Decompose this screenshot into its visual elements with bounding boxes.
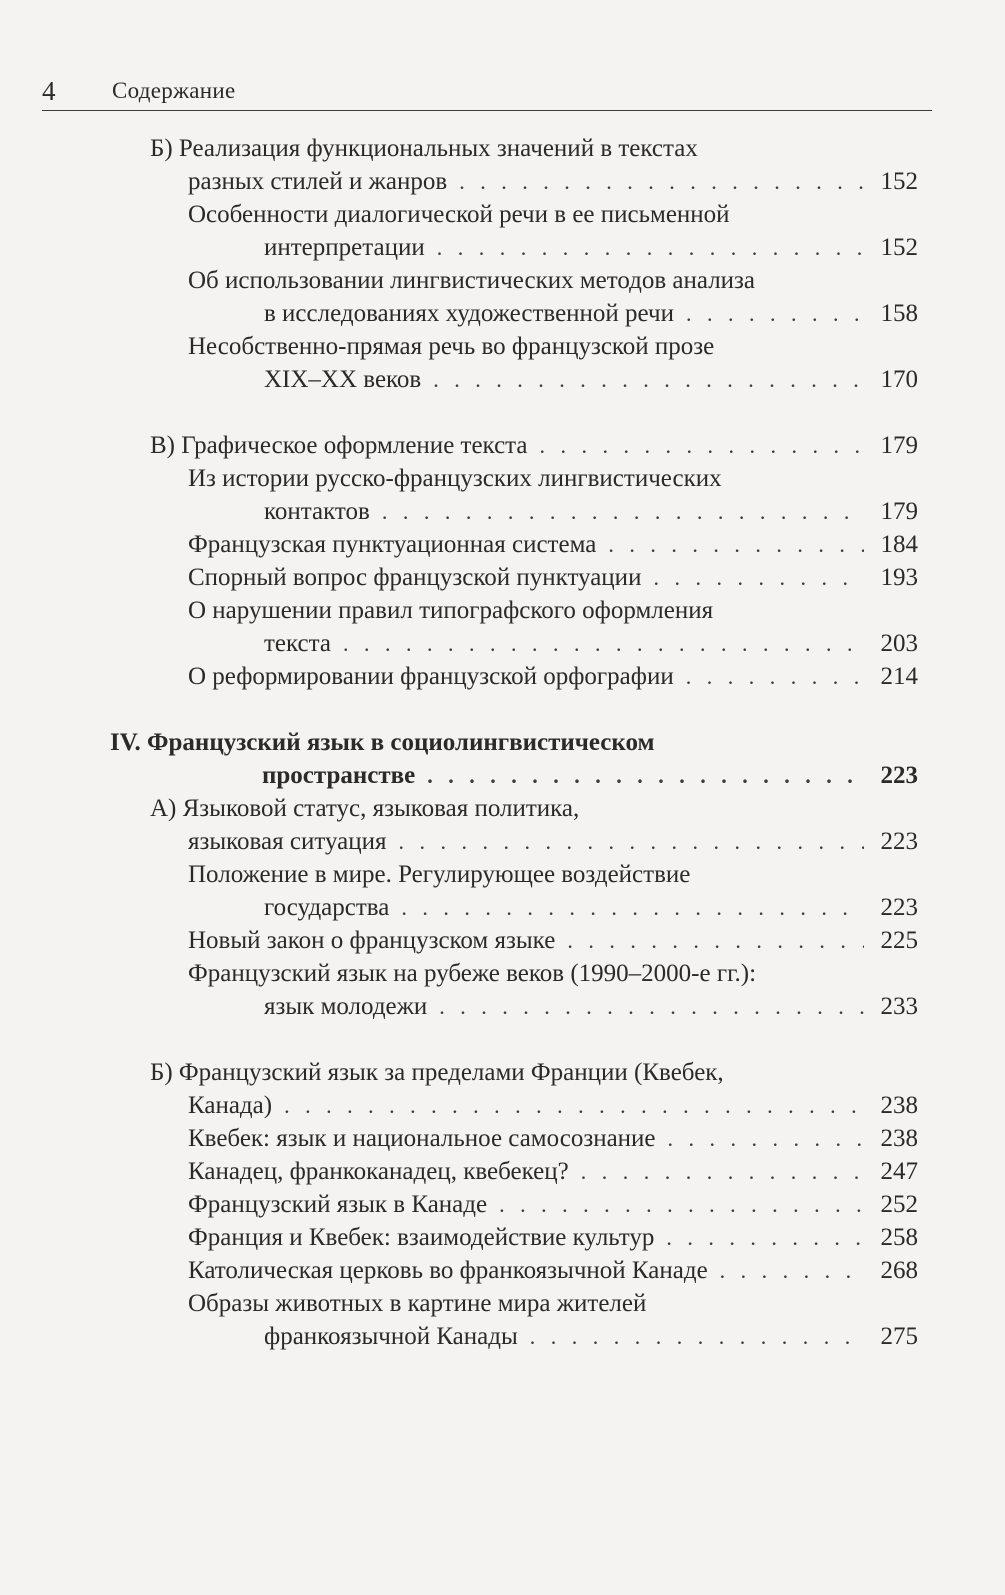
entry-title: Канадец, франкоканадец, квебекец? [188,1158,569,1185]
entry-title: Образы животных в картине мира жителей [188,1290,647,1317]
entry-title: XIX–XX веков [264,366,422,393]
entry-page-number: 158 [880,300,918,327]
dot-leader [530,1320,864,1353]
dot-leader [382,495,864,528]
entry-line [0,561,918,594]
subsection-line [0,825,918,858]
entry-line [0,1155,918,1188]
entry-page-number: 225 [880,927,918,954]
section-gap [0,1023,1005,1056]
entry-line [0,495,918,528]
entry-page-number: 233 [880,993,918,1020]
entry-title: текста [264,630,331,657]
toc-entry[interactable] [0,1287,1005,1353]
chapter-heading-title: IV. Французский язык в социолингвистическом [110,729,655,756]
entry-title: государства [264,894,390,921]
subsection-title: А) Языковой статус, языковая политика, [150,795,580,822]
entry-title: Об использовании лингвистических методов анализа [188,267,756,294]
entry-page-number: 203 [880,630,918,657]
dot-leader [433,363,864,396]
toc-subsection[interactable] [0,792,1005,858]
chapter-heading-line [0,759,918,792]
toc-entry[interactable] [0,198,1005,264]
dot-leader [499,1188,864,1221]
entry-title: Квебек: язык и национальное самосознание [188,1125,656,1152]
subsection-line [0,132,1005,165]
chapter-heading-title: пространстве [262,762,416,789]
entry-title: О нарушении правил типографского оформления [188,597,714,624]
running-head: Содержание [112,78,236,103]
subsection-title: В) Графическое оформление текста [150,432,528,459]
dot-leader [668,1122,864,1155]
dot-leader [720,1254,864,1287]
toc-entry[interactable] [0,1122,1005,1155]
entry-page-number: 193 [880,564,918,591]
dot-leader [608,528,864,561]
entry-line [0,660,918,693]
toc-subsection[interactable] [0,1056,1005,1122]
entry-title: Католическая церковь во франкоязычной Канаде [188,1257,708,1284]
entry-page-number: 179 [880,498,918,525]
entry-page-number: 184 [880,531,918,558]
toc-entry[interactable] [0,561,1005,594]
subsection-page-number: 238 [880,1092,918,1119]
entry-page-number: 170 [880,366,918,393]
entry-title: Из истории русско-французских лингвистических [188,465,722,492]
subsection-line [0,1056,1005,1089]
entry-line [0,594,1005,627]
entry-title: Франция и Квебек: взаимодействие культур [188,1224,655,1251]
toc-entry[interactable] [0,264,1005,330]
page-number: 4 [42,76,56,106]
dot-leader [567,924,864,957]
chapter-heading-page-number: 223 [880,762,918,789]
dot-leader [653,561,864,594]
entry-title: Новый закон о французском языке [188,927,556,954]
section-gap [0,693,1005,726]
entry-page-number: 238 [880,1125,918,1152]
toc-entry[interactable] [0,1155,1005,1188]
section-gap [0,396,1005,429]
entry-title: Французский язык в Канаде [188,1191,488,1218]
entry-line [0,1221,918,1254]
entry-title: контактов [264,498,370,525]
entry-line [0,264,1005,297]
entry-line [0,858,1005,891]
toc-section [0,132,1005,396]
entry-line [0,957,1005,990]
entry-line [0,1254,918,1287]
entry-line [0,1320,918,1353]
subsection-line [0,792,1005,825]
toc-entry[interactable] [0,594,1005,660]
toc-entry[interactable] [0,858,1005,924]
toc-entry[interactable] [0,528,1005,561]
entry-line [0,1122,918,1155]
table-of-contents [0,132,1005,1353]
entry-title: язык молодежи [264,993,428,1020]
entry-title: Французский язык на рубеже веков (1990–2000-е гг.): [188,960,757,987]
entry-page-number: 214 [880,663,918,690]
subsection-title: разных стилей и жанров [188,168,448,195]
toc-section [0,726,1005,1023]
dot-leader [343,627,864,660]
toc-subsection[interactable] [0,132,1005,198]
subsection-page-number: 152 [880,168,918,195]
dot-leader [401,891,864,924]
dot-leader [686,660,864,693]
entry-line [0,231,918,264]
entry-page-number: 223 [880,894,918,921]
entry-line [0,924,918,957]
subsection-title: языковая ситуация [188,828,387,855]
dot-leader [686,297,864,330]
dot-leader [581,1155,864,1188]
entry-title: Несобственно-прямая речь во французской прозе [188,333,715,360]
header-rule [42,110,932,111]
entry-line [0,297,918,330]
entry-line [0,1287,1005,1320]
entry-page-number: 275 [880,1323,918,1350]
subsection-page-number: 179 [880,432,918,459]
dot-leader [439,990,864,1023]
entry-page-number: 252 [880,1191,918,1218]
entry-title: в исследованиях художественной речи [264,300,674,327]
entry-line [0,363,918,396]
entry-page-number: 268 [880,1257,918,1284]
toc-subsection[interactable] [0,429,1005,462]
dot-leader [459,165,864,198]
dot-leader [437,231,864,264]
entry-title: Спорный вопрос французской пунктуации [188,564,642,591]
entry-line [0,627,918,660]
entry-page-number: 247 [880,1158,918,1185]
subsection-line [0,1089,918,1122]
subsection-line [0,165,918,198]
page-header [42,72,932,112]
subsection-title: Б) Реализация функциональных значений в текстах [150,135,698,162]
entry-line [0,462,1005,495]
entry-line [0,990,918,1023]
dot-leader [398,825,864,858]
entry-title: Особенности диалогической речи в ее письменной [188,201,730,228]
chapter-heading-line [0,726,1005,759]
dot-leader [284,1089,864,1122]
toc-entry[interactable] [0,660,1005,693]
toc-section [0,429,1005,693]
subsection-line [0,429,918,462]
entry-line [0,330,1005,363]
entry-title: интерпретации [264,234,425,261]
entry-page-number: 152 [880,234,918,261]
subsection-title: Б) Французский язык за пределами Франции (Квебек, [150,1059,724,1086]
entry-title: Положение в мире. Регулирующее воздействие [188,861,691,888]
toc-entry[interactable] [0,957,1005,1023]
entry-line [0,198,1005,231]
entry-line [0,891,918,924]
toc-entry[interactable] [0,1254,1005,1287]
dot-leader [540,429,864,462]
subsection-title: Канада) [188,1092,273,1119]
toc-entry[interactable] [0,924,1005,957]
toc-entry[interactable] [0,462,1005,528]
entry-title: франкоязычной Канады [264,1323,518,1350]
toc-entry[interactable] [0,1221,1005,1254]
toc-section [0,1056,1005,1353]
toc-entry[interactable] [0,1188,1005,1221]
entry-title: О реформировании французской орфографии [188,663,674,690]
dot-leader [666,1221,864,1254]
entry-page-number: 258 [880,1224,918,1251]
entry-line [0,1188,918,1221]
subsection-page-number: 223 [880,828,918,855]
entry-line [0,528,918,561]
entry-title: Французская пунктуационная система [188,531,597,558]
toc-entry[interactable] [0,330,1005,396]
dot-leader [427,759,864,792]
